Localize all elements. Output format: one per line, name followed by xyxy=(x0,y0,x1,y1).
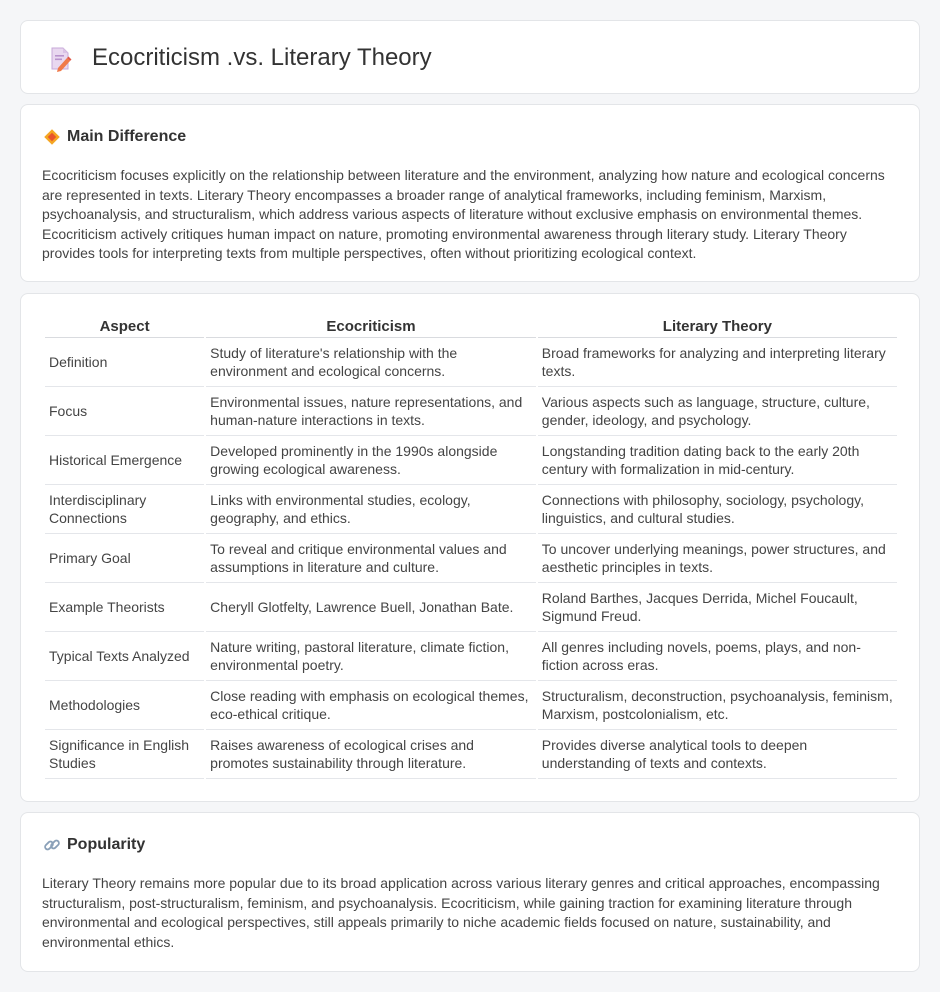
cell-literary-theory: Connections with philosophy, sociology, psychology, linguistics, and cultural studies. xyxy=(538,485,897,534)
table-row xyxy=(45,338,897,387)
table-row xyxy=(45,730,897,779)
table-row xyxy=(45,387,897,436)
cell-literary-theory: Longstanding tradition dating back to the early 20th century with formalization in mid-century. xyxy=(538,436,897,485)
cell-aspect: Primary Goal xyxy=(45,534,204,583)
table-row xyxy=(45,534,897,583)
cell-literary-theory: To uncover underlying meanings, power structures, and aesthetic principles in texts. xyxy=(538,534,897,583)
cell-literary-theory: Various aspects such as language, structure, culture, gender, ideology, and psychology. xyxy=(538,387,897,436)
cell-ecocriticism: Environmental issues, nature representations, and human-nature interactions in texts. xyxy=(206,387,536,436)
main-difference-text: Ecocriticism focuses explicitly on the relationship between literature and the environment, analyzing how nature and ecological concerns are represented in texts. Literary Theory encompasses a broader range of analytical frameworks, including feminism, Marxism, psychoanalysis, and structuralism, which address various aspects of literature without exclusive emphasis on environmental themes. Ecocriticism actively critiques human impact on nature, promoting environmental awareness through literary study. Literary Theory provides tools for interpreting texts from multiple perspectives, often without prioritizing ecological context. xyxy=(42,167,885,262)
cell-aspect: Typical Texts Analyzed xyxy=(45,632,204,681)
cell-aspect: Example Theorists xyxy=(45,583,204,632)
cell-literary-theory: All genres including novels, poems, plays, and non-fiction across eras. xyxy=(538,632,897,681)
cell-ecocriticism: Nature writing, pastoral literature, climate fiction, environmental poetry. xyxy=(206,632,536,681)
cell-aspect: Definition xyxy=(45,338,204,387)
popularity-card xyxy=(20,812,920,972)
popularity-text: Literary Theory remains more popular due to its broad application across various literary genres and critical approaches, encompassing structuralism, post-structuralism, feminism, and psychoanalysis. Ecocriticism, while gaining traction for examining literature through environmental and ecological perspectives, still appeals primarily to niche academic fields focused on nature, sustainability, and environmental ethics. xyxy=(42,875,880,950)
cell-literary-theory: Broad frameworks for analyzing and interpreting literary texts. xyxy=(538,338,897,387)
cell-aspect: Interdisciplinary Connections xyxy=(45,485,204,534)
cell-literary-theory: Roland Barthes, Jacques Derrida, Michel Foucault, Sigmund Freud. xyxy=(538,583,897,632)
cell-ecocriticism: To reveal and critique environmental values and assumptions in literature and culture. xyxy=(206,534,536,583)
cell-literary-theory: Provides diverse analytical tools to deepen understanding of texts and contexts. xyxy=(538,730,897,779)
cell-aspect: Significance in English Studies xyxy=(45,730,204,779)
table-header-row xyxy=(45,316,897,338)
table-row xyxy=(45,632,897,681)
cell-aspect: Methodologies xyxy=(45,681,204,730)
table-row xyxy=(45,485,897,534)
table-row xyxy=(45,681,897,730)
main-difference-title: Main Difference xyxy=(67,128,187,145)
cell-ecocriticism: Cheryll Glotfelty, Lawrence Buell, Jonathan Bate. xyxy=(206,583,536,632)
cell-ecocriticism: Links with environmental studies, ecology, geography, and ethics. xyxy=(206,485,536,534)
main-difference-card xyxy=(20,104,920,282)
diamond-icon xyxy=(43,128,61,146)
header-aspect: Aspect xyxy=(45,316,204,338)
comparison-table xyxy=(43,316,899,779)
header-literary-theory: Literary Theory xyxy=(538,316,897,338)
document-edit-icon xyxy=(47,46,73,72)
cell-ecocriticism: Developed prominently in the 1990s alongside growing ecological awareness. xyxy=(206,436,536,485)
link-icon xyxy=(43,836,61,854)
cell-ecocriticism: Close reading with emphasis on ecological themes, eco-ethical critique. xyxy=(206,681,536,730)
comparison-card xyxy=(20,293,920,802)
popularity-title: Popularity xyxy=(67,836,146,853)
table-row xyxy=(45,436,897,485)
cell-literary-theory: Structuralism, deconstruction, psychoanalysis, feminism, Marxism, postcolonialism, etc. xyxy=(538,681,897,730)
header-card xyxy=(20,20,920,94)
cell-ecocriticism: Raises awareness of ecological crises and promotes sustainability through literature. xyxy=(206,730,536,779)
cell-aspect: Historical Emergence xyxy=(45,436,204,485)
header-ecocriticism: Ecocriticism xyxy=(206,316,536,338)
cell-ecocriticism: Study of literature's relationship with the environment and ecological concerns. xyxy=(206,338,536,387)
table-row xyxy=(45,583,897,632)
page-title: Ecocriticism .vs. Literary Theory xyxy=(92,44,432,71)
cell-aspect: Focus xyxy=(45,387,204,436)
